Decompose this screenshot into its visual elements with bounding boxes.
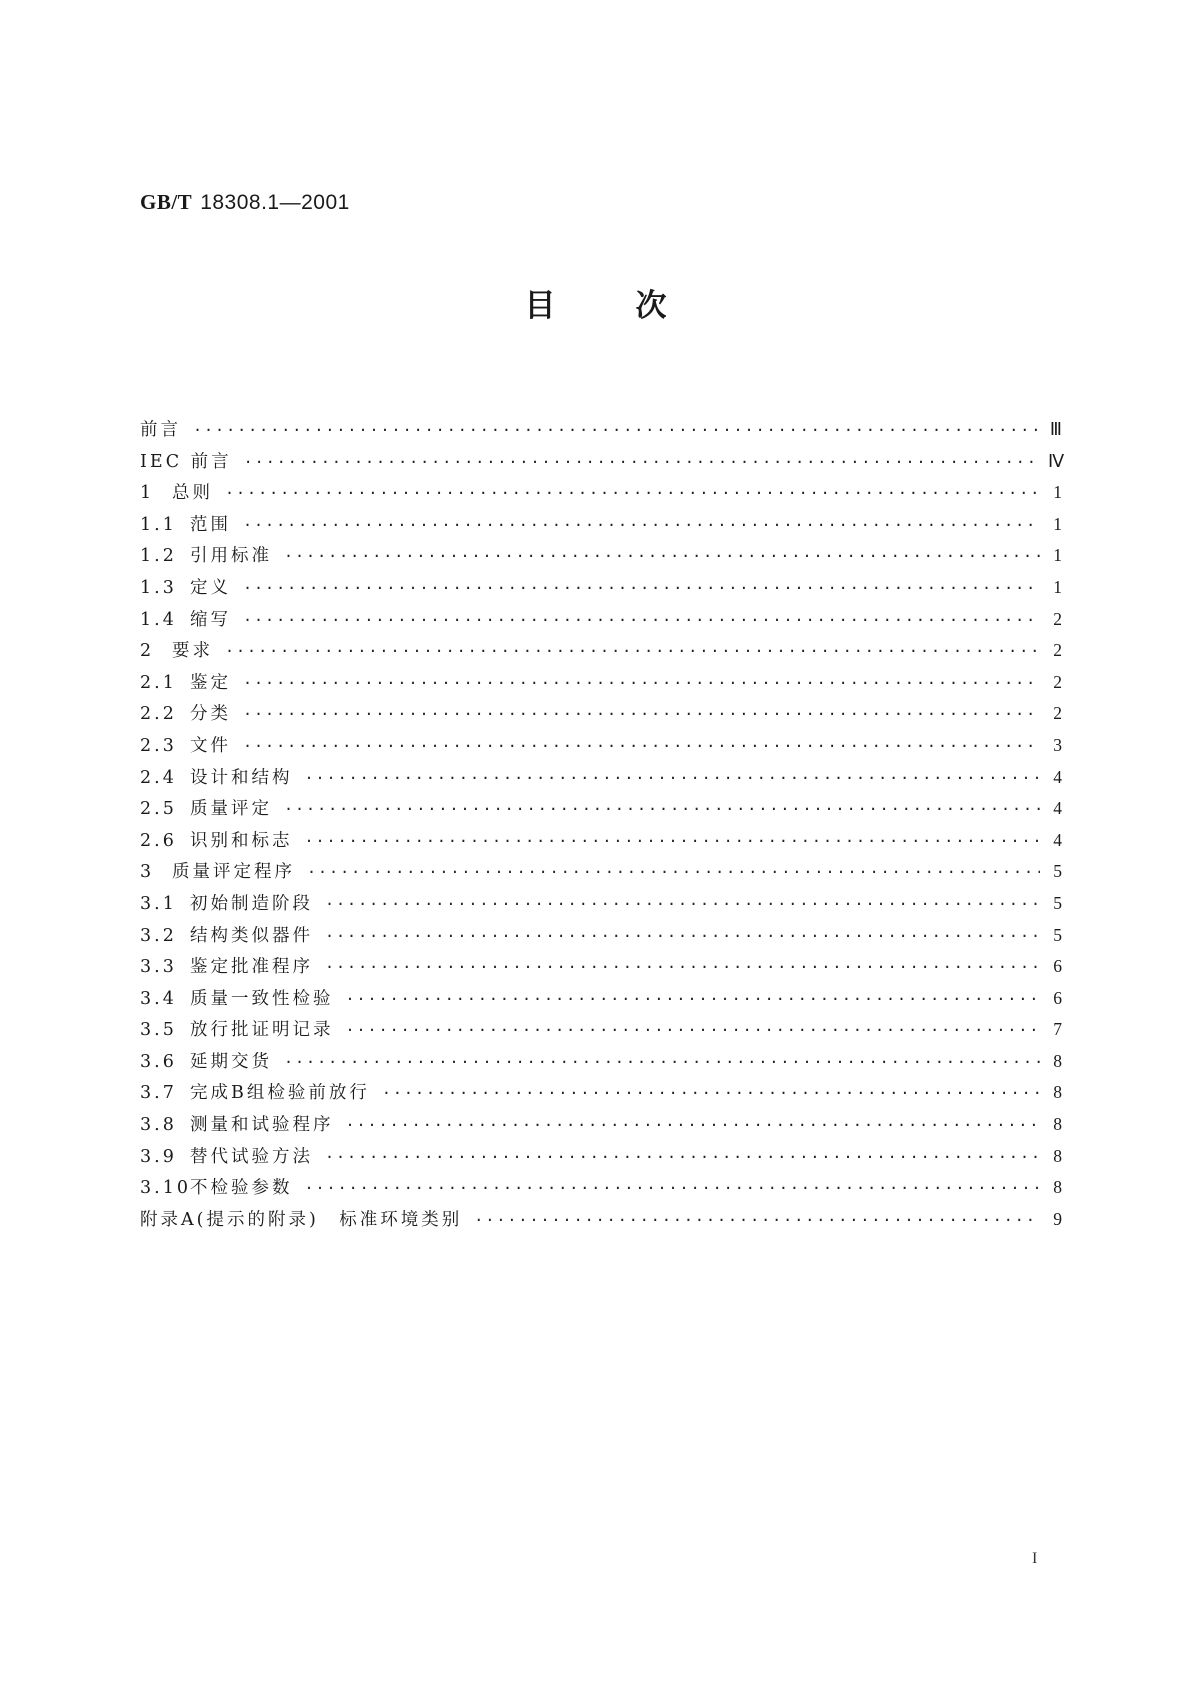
toc-entry-number: 3.4 <box>140 988 177 1009</box>
toc-entry-number: 3.3 <box>140 957 177 978</box>
toc-entry-label: 延期交货 <box>190 1051 272 1072</box>
toc-entry-page: 5 <box>1053 892 1062 913</box>
toc-entry-label: 测量和试验程序 <box>190 1115 334 1136</box>
toc-leader-dots <box>243 573 1040 605</box>
toc-entry-page: 8 <box>1053 1114 1062 1135</box>
toc-entry-label: 定义 <box>190 577 231 598</box>
document-header <box>140 190 350 215</box>
toc-entry[interactable] <box>140 730 1062 762</box>
toc-entry-number: 1.3 <box>140 577 177 598</box>
toc-leader-dots <box>244 447 1040 479</box>
toc-entry[interactable] <box>140 1141 1062 1173</box>
toc-entry-page: Ⅳ <box>1048 450 1065 471</box>
toc-entry[interactable] <box>140 983 1062 1015</box>
toc-entry-page: 5 <box>1053 924 1062 945</box>
toc-entry-page: 6 <box>1053 987 1062 1008</box>
toc-entry-page: 1 <box>1053 545 1062 566</box>
toc-entry-page: 1 <box>1053 513 1062 534</box>
toc-entry[interactable] <box>140 825 1062 857</box>
toc-leader-dots <box>305 763 1041 795</box>
toc-leader-dots <box>243 668 1040 700</box>
toc-entry-label: 完成B组检验前放行 <box>190 1083 370 1104</box>
toc-entry-page: 5 <box>1053 861 1062 882</box>
toc-entry-page: 2 <box>1053 608 1062 629</box>
toc-leader-dots <box>243 699 1040 731</box>
toc-leader-dots <box>243 605 1040 637</box>
toc-entry-label: 质量评定 <box>190 799 272 820</box>
toc-entry[interactable] <box>140 1014 1062 1046</box>
toc-entry[interactable] <box>140 951 1062 983</box>
toc-leader-dots <box>243 731 1040 763</box>
toc-leader-dots <box>193 415 1040 447</box>
toc-leader-dots <box>325 921 1040 953</box>
toc-entry[interactable] <box>140 1109 1062 1141</box>
toc-entry-page: 2 <box>1053 703 1062 724</box>
toc-leader-dots <box>474 1205 1040 1237</box>
toc-entry-label: 鉴定 <box>190 672 231 693</box>
toc-entry[interactable] <box>140 667 1062 699</box>
toc-entry-label: 缩写 <box>190 609 231 630</box>
toc-entry-label: 替代试验方法 <box>190 1146 313 1167</box>
toc-entry-page: 4 <box>1053 798 1062 819</box>
toc-entry[interactable] <box>140 635 1062 667</box>
toc-entry-label: IEC 前言 <box>140 451 232 472</box>
toc-leader-dots <box>325 952 1040 984</box>
toc-entry[interactable] <box>140 1046 1062 1078</box>
toc-entry-page: 8 <box>1053 1082 1062 1103</box>
toc-entry-label: 前言 <box>140 420 181 440</box>
toc-entry[interactable] <box>140 414 1062 446</box>
toc-entry-page: 8 <box>1053 1145 1062 1166</box>
toc-leader-dots <box>346 1015 1041 1047</box>
toc-entry[interactable] <box>140 1204 1062 1236</box>
toc-entry-number: 3.6 <box>140 1051 177 1072</box>
toc-entry-label: 分类 <box>190 704 231 725</box>
toc-leader-dots <box>243 510 1040 542</box>
toc-entry[interactable] <box>140 888 1062 920</box>
toc-entry-page: 1 <box>1053 482 1062 503</box>
toc-leader-dots <box>346 1110 1041 1142</box>
toc-entry-number: 3 <box>140 862 155 883</box>
toc-entry-label: 初始制造阶段 <box>190 893 313 914</box>
toc-entry[interactable] <box>140 509 1062 541</box>
toc-leader-dots <box>284 1047 1040 1079</box>
toc-entry-number: 2 <box>140 641 155 662</box>
standard-number: 18308.1—2001 <box>200 191 350 214</box>
toc-leader-dots <box>305 1173 1041 1205</box>
footer-page-number: I <box>1032 1550 1038 1567</box>
toc-entry[interactable] <box>140 920 1062 952</box>
toc-entry-page: 3 <box>1053 734 1062 755</box>
toc-entry-number: 1.1 <box>140 514 177 535</box>
toc-entry-label: 文件 <box>190 735 231 756</box>
toc-entry-page: 6 <box>1053 956 1062 977</box>
toc-leader-dots <box>325 1142 1040 1174</box>
toc-entry-label: 结构类似器件 <box>190 925 313 946</box>
toc-entry-number: 3.8 <box>140 1115 177 1136</box>
toc-entry-page: 9 <box>1053 1208 1062 1229</box>
toc-entry-number: 2.2 <box>140 704 177 725</box>
toc-entry-label: 识别和标志 <box>190 830 293 851</box>
toc-entry-label: 质量一致性检验 <box>190 988 334 1009</box>
toc-entry-page: 4 <box>1053 829 1062 850</box>
toc-leader-dots <box>346 984 1041 1016</box>
page-title: 目次 <box>524 288 747 324</box>
toc-entry-number: 3.2 <box>140 925 177 946</box>
toc-entry[interactable] <box>140 1077 1062 1109</box>
toc-entry-page: 2 <box>1053 671 1062 692</box>
toc-entry-label: 质量评定程序 <box>172 862 295 883</box>
toc-entry-label: 放行批证明记录 <box>190 1020 334 1041</box>
toc-entry-label: 不检验参数 <box>190 1178 293 1199</box>
toc-entry-number: 3.9 <box>140 1146 177 1167</box>
toc-entry-number: 3.1 <box>140 893 177 914</box>
toc-entry-label: 鉴定批准程序 <box>190 957 313 978</box>
toc-leader-dots <box>284 541 1040 573</box>
toc-entry[interactable] <box>140 698 1062 730</box>
standard-prefix: GB/T <box>140 190 193 214</box>
toc-entry[interactable] <box>140 477 1062 509</box>
toc-entry-page: Ⅲ <box>1049 419 1062 439</box>
toc-entry-number: 1 <box>140 483 155 504</box>
toc-entry-number: 2.6 <box>140 830 177 851</box>
toc-entry[interactable] <box>140 446 1065 478</box>
toc-entry-page: 7 <box>1053 1019 1062 1040</box>
toc-leader-dots <box>284 794 1040 826</box>
toc-leader-dots <box>307 857 1040 889</box>
toc-entry-number: 2.1 <box>140 672 177 693</box>
toc-leader-dots <box>305 826 1041 858</box>
toc-entry[interactable] <box>140 540 1062 572</box>
toc-entry-page: 1 <box>1053 576 1062 597</box>
toc-entry[interactable] <box>140 1172 1062 1204</box>
toc-entry-number: 3.10 <box>140 1178 191 1199</box>
toc-entry-number: 3.5 <box>140 1020 177 1041</box>
toc-entry-page: 8 <box>1053 1050 1062 1071</box>
toc-entry[interactable] <box>140 762 1062 794</box>
toc-leader-dots <box>382 1078 1040 1110</box>
toc-entry-number: 2.3 <box>140 735 177 756</box>
toc-entry-label: 设计和结构 <box>190 767 293 788</box>
toc-entry-label: 附录A(提示的附录) 标准环境类别 <box>140 1209 463 1230</box>
toc-entry-number: 1.2 <box>140 546 177 567</box>
toc-entry[interactable] <box>140 793 1062 825</box>
toc-entry-page: 2 <box>1053 640 1062 661</box>
toc-entry-number: 3.7 <box>140 1083 177 1104</box>
toc-leader-dots <box>225 478 1040 510</box>
toc-leader-dots <box>225 636 1040 668</box>
toc-entry-number: 2.5 <box>140 799 177 820</box>
toc-leader-dots <box>325 889 1040 921</box>
toc-entry[interactable] <box>140 856 1062 888</box>
toc-entry-page: 4 <box>1053 766 1062 787</box>
toc-entry-label: 引用标准 <box>190 546 272 567</box>
toc-entry-label: 范围 <box>190 514 231 535</box>
toc-entry-label: 总则 <box>172 483 213 504</box>
toc-entry[interactable] <box>140 604 1062 636</box>
toc-entry-page: 8 <box>1053 1177 1062 1198</box>
toc-entry[interactable] <box>140 572 1062 604</box>
toc-entry-number: 1.4 <box>140 609 177 630</box>
toc-entry-label: 要求 <box>172 641 213 662</box>
toc-entry-number: 2.4 <box>140 767 177 788</box>
table-of-contents <box>140 414 1065 1235</box>
